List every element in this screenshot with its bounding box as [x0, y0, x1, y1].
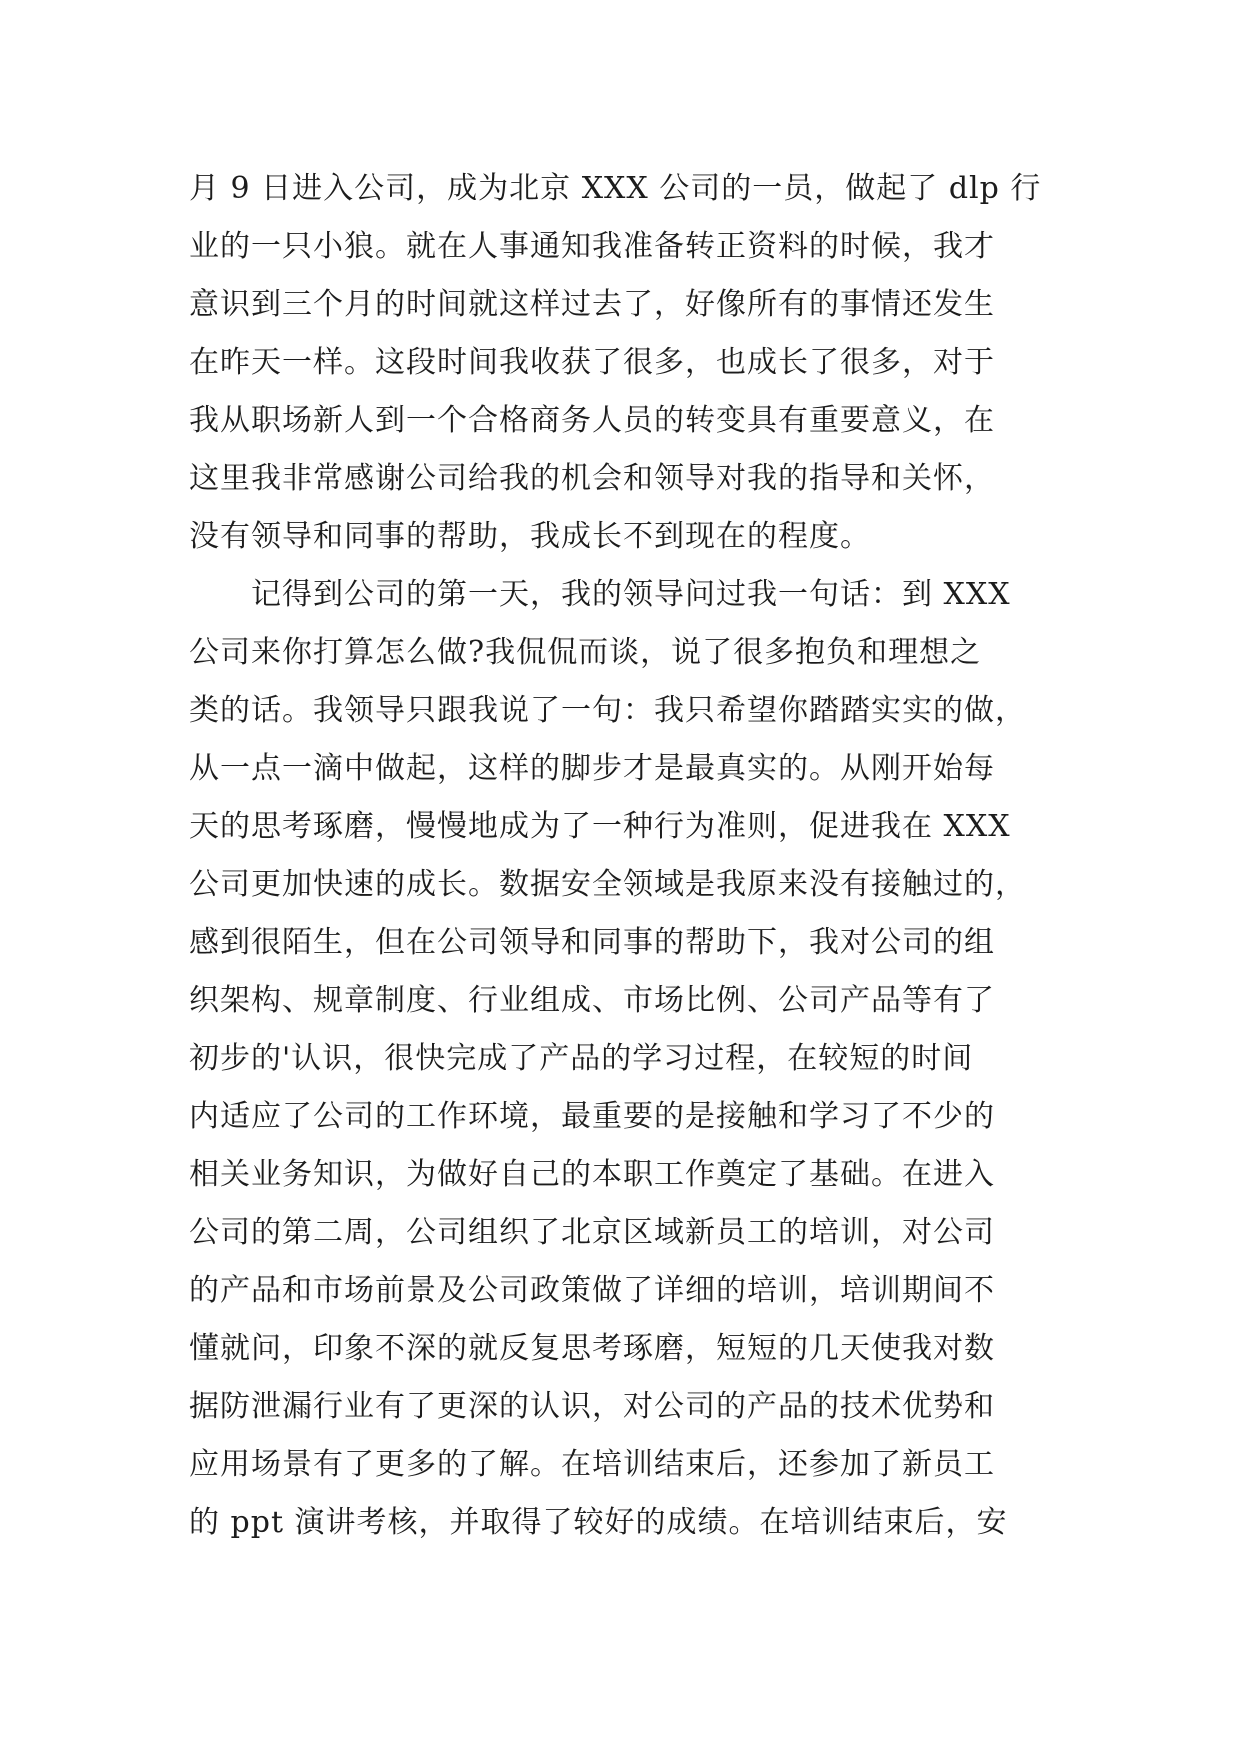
text-line: 天的思考琢磨，慢慢地成为了一种行为准则，促进我在 XXX: [189, 809, 1011, 844]
text-line: 懂就问，印象不深的就反复思考琢磨，短短的几天使我对数: [189, 1331, 995, 1366]
text-line: 月 9 日进入公司，成为北京 XXX 公司的一员，做起了 dlp 行: [189, 171, 1042, 206]
text-line: 记得到公司的第一天，我的领导问过我一句话：到 XXX: [189, 577, 1011, 612]
text-line: 公司的第二周，公司组织了北京区域新员工的培训，对公司: [189, 1215, 995, 1250]
text-line: 感到很陌生，但在公司领导和同事的帮助下，我对公司的组: [189, 925, 995, 960]
text-line: 据防泄漏行业有了更深的认识，对公司的产品的技术优势和: [189, 1389, 995, 1424]
text-line: 公司来你打算怎么做?我侃侃而谈，说了很多抱负和理想之: [189, 635, 982, 670]
text-line: 从一点一滴中做起，这样的脚步才是最真实的。从刚开始每: [189, 751, 995, 786]
text-line: 的产品和市场前景及公司政策做了详细的培训，培训期间不: [189, 1273, 995, 1308]
text-line: 业的一只小狼。就在人事通知我准备转正资料的时候，我才: [189, 229, 995, 264]
text-line: 的 ppt 演讲考核，并取得了较好的成绩。在培训结束后，安: [189, 1505, 1008, 1540]
text-line: 内适应了公司的工作环境，最重要的是接触和学习了不少的: [189, 1099, 995, 1134]
text-line: 没有领导和同事的帮助，我成长不到现在的程度。: [189, 519, 871, 554]
text-line: 类的话。我领导只跟我说了一句：我只希望你踏踏实实的做，: [189, 693, 1026, 728]
text-line: 公司更加快速的成长。数据安全领域是我原来没有接触过的，: [189, 867, 1026, 902]
text-line: 在昨天一样。这段时间我收获了很多，也成长了很多，对于: [189, 345, 995, 380]
text-line: 织架构、规章制度、行业组成、市场比例、公司产品等有了: [189, 983, 995, 1018]
body-text: [189, 160, 1059, 1552]
text-line: 应用场景有了更多的了解。在培训结束后，还参加了新员工: [189, 1447, 995, 1482]
text-line: 我从职场新人到一个合格商务人员的转变具有重要意义，在: [189, 403, 995, 438]
text-line: 初步的'认识，很快完成了产品的学习过程，在较短的时间: [189, 1041, 974, 1076]
text-line: 相关业务知识，为做好自己的本职工作奠定了基础。在进入: [189, 1157, 995, 1192]
text-line: 意识到三个月的时间就这样过去了，好像所有的事情还发生: [189, 287, 995, 322]
text-line: 这里我非常感谢公司给我的机会和领导对我的指导和关怀，: [189, 461, 995, 496]
